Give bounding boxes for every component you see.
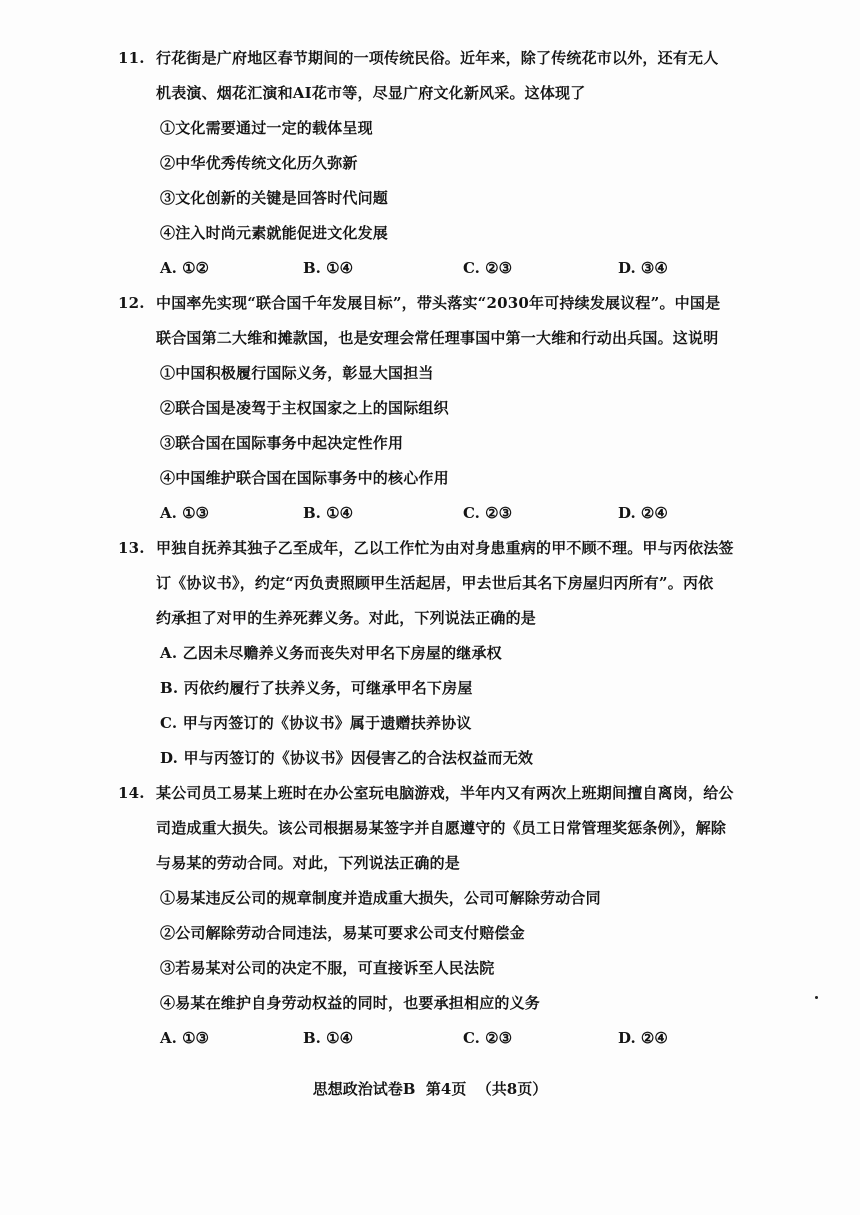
choice-a: A. ①② (160, 259, 209, 277)
statement: ①易某违反公司的规章制度并造成重大损失，公司可解除劳动合同 (160, 889, 601, 907)
question-stem-text: 司造成重大损失。该公司根据易某签字并自愿遵守的《员工日常管理奖惩条例》，解除 (156, 819, 727, 837)
question-number: 11. (118, 49, 145, 67)
statement: ①文化需要通过一定的载体呈现 (160, 119, 373, 137)
question-stem-text: 行花街是广府地区春节期间的一项传统民俗。近年来，除了传统花市以外，还有无人 (156, 49, 719, 67)
scan-speck (815, 996, 818, 999)
question-stem-line (118, 538, 783, 558)
choice-b: B. ①④ (303, 259, 354, 277)
question-number: 12. (118, 294, 145, 312)
choice-c: C. ②③ (463, 504, 513, 522)
question-number: 13. (118, 539, 145, 557)
statement: ②联合国是凌驾于主权国家之上的国际组织 (160, 399, 449, 417)
question-12 (118, 293, 783, 523)
choice-d: D. ③④ (618, 259, 668, 277)
question-14 (118, 783, 783, 1048)
statement: ④中国维护联合国在国际事务中的核心作用 (160, 469, 449, 487)
statement: ③若易某对公司的决定不服，可直接诉至人民法院 (160, 959, 495, 977)
choice-c: C. 甲与丙签订的《协议书》属于遗赠扶养协议 (160, 714, 472, 732)
question-stem-text: 机表演、烟花汇演和AI花市等，尽显广府文化新风采。这体现了 (156, 84, 586, 102)
question-stem-line (118, 293, 783, 313)
choice-a: A. ①③ (160, 1029, 209, 1047)
answer-choices (118, 258, 783, 278)
choice-b: B. ①④ (303, 504, 354, 522)
choice-b: B. 丙依约履行了扶养义务，可继承甲名下房屋 (160, 679, 473, 697)
question-stem-line (118, 783, 783, 803)
statement: ①中国积极履行国际义务，彰显大国担当 (160, 364, 434, 382)
question-11 (118, 48, 783, 278)
question-stem-line (118, 48, 783, 68)
statement: ③联合国在国际事务中起决定性作用 (160, 434, 404, 452)
question-stem-text: 约承担了对甲的生养死葬义务。对此，下列说法正确的是 (156, 609, 537, 627)
statement: ④易某在维护自身劳动权益的同时，也要承担相应的义务 (160, 994, 541, 1012)
page-footer: 思想政治试卷B 第4页 （共8页） (312, 1080, 548, 1098)
statement: ②中华优秀传统文化历久弥新 (160, 154, 358, 172)
question-13 (118, 538, 783, 768)
statement: ②公司解除劳动合同违法，易某可要求公司支付赔偿金 (160, 924, 525, 942)
choice-a: A. ①③ (160, 504, 209, 522)
choice-a: A. 乙因未尽赡养义务而丧失对甲名下房屋的继承权 (160, 644, 502, 662)
question-stem-text: 联合国第二大维和摊款国，也是安理会常任理事国中第一大维和行动出兵国。这说明 (156, 329, 719, 347)
statement: ③文化创新的关键是回答时代问题 (160, 189, 389, 207)
question-stem-text: 与易某的劳动合同。对此，下列说法正确的是 (156, 854, 461, 872)
statement: ④注入时尚元素就能促进文化发展 (160, 224, 389, 242)
choice-c: C. ②③ (463, 259, 513, 277)
answer-choices (118, 1028, 783, 1048)
question-stem-text: 某公司员工易某上班时在办公室玩电脑游戏，半年内又有两次上班期间擅自离岗，给公 (156, 784, 734, 802)
answer-choices (118, 503, 783, 523)
choice-d: D. 甲与丙签订的《协议书》因侵害乙的合法权益而无效 (160, 749, 534, 767)
choice-d: D. ②④ (618, 1029, 668, 1047)
question-number: 14. (118, 784, 145, 802)
choice-c: C. ②③ (463, 1029, 513, 1047)
question-stem-text: 甲独自抚养其独子乙至成年，乙以工作忙为由对身患重病的甲不顾不理。甲与丙依法签 (156, 539, 734, 557)
question-stem-text: 中国率先实现“联合国千年发展目标”，带头落实“2030年可持续发展议程”。中国是 (156, 294, 721, 312)
question-list (118, 48, 783, 1063)
question-stem-text: 订《协议书》，约定“丙负责照顾甲生活起居，甲去世后其名下房屋归丙所有”。丙依 (156, 574, 714, 592)
choice-b: B. ①④ (303, 1029, 354, 1047)
choice-d: D. ②④ (618, 504, 668, 522)
